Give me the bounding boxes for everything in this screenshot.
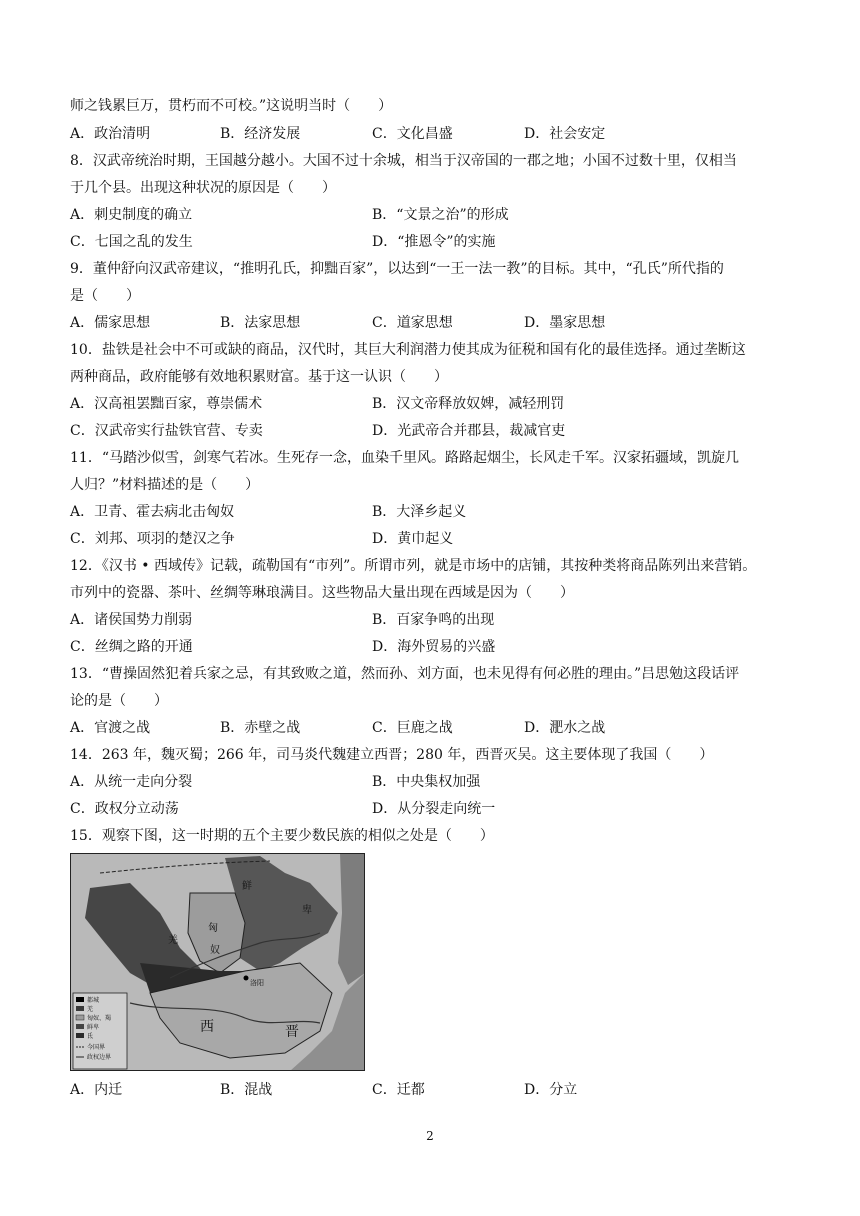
q10-stem-line-1: 10．盐铁是社会中不可或缺的商品，汉代时，其巨大利润潜力使其成为征税和国有化的最佳选择。通过垄断这 <box>70 342 746 358</box>
q13-option-b: B．赤壁之战 <box>220 720 301 736</box>
q8-stem-line-2: 于几个县。出现这种状况的原因是（ ） <box>70 180 336 196</box>
q12-stem-line-1: 12．《汉书 • 西域传》记载，疏勒国有“市列”。所谓市列，就是市场中的店铺，其按种类将商品陈列出来营销。 <box>70 558 757 574</box>
q8-option-c: C．七国之乱的发生 <box>70 234 193 250</box>
q7-option-d: D．社会安定 <box>524 126 606 142</box>
q9-option-d: D．墨家思想 <box>524 315 606 331</box>
q8-option-b: B．“文景之治”的形成 <box>372 207 509 223</box>
map-capital-marker <box>244 976 249 981</box>
q9-option-a: A．儒家思想 <box>70 315 151 331</box>
legend-swatch-xiongnu <box>76 1015 84 1020</box>
q12-option-c: C．丝绸之路的开通 <box>70 639 193 655</box>
q11-option-d: D．黄巾起义 <box>372 531 454 547</box>
q10-option-a: A．汉高祖罢黜百家，尊崇儒术 <box>70 396 263 412</box>
q9-option-c: C．道家思想 <box>372 315 453 331</box>
legend-item-qiang: 羌 <box>87 1006 94 1013</box>
q14-option-b: B．中央集权加强 <box>372 774 481 790</box>
q13-option-c: C．巨鹿之战 <box>372 720 453 736</box>
q14-option-a: A．从统一走向分裂 <box>70 774 193 790</box>
map-label-xiong: 匈 <box>208 923 218 934</box>
legend-item-national-border: 今国界 <box>87 1044 106 1051</box>
q9-stem-line-1: 9．董仲舒向汉武帝建议，“推明孔氏，抑黜百家”，以达到“一王一法一教”的目标。其中，“孔氏”所代指的 <box>70 261 724 277</box>
legend-item-xianbei: 鲜卑 <box>87 1024 100 1031</box>
q9-option-b: B．法家思想 <box>220 315 301 331</box>
q14-stem-line: 14．263 年，魏灭蜀；266 年，司马炎代魏建立西晋；280 年，西晋灭吴。这主要体现了我国（ ） <box>70 747 714 763</box>
q11-stem-line-1: 11．“马踏沙似雪，剑寒气若冰。生死存一念，血染千里风。路路起烟尘，长风走千军。汉家拓疆域，凯旋几 <box>70 450 739 466</box>
q11-stem-line-2: 人归？”材料描述的是（ ） <box>70 477 260 493</box>
q10-stem-line-2: 两种商品，政府能够有效地积累财富。基于这一认识（ ） <box>70 369 448 385</box>
map-label-qiang: 羌 <box>168 935 178 946</box>
q10-option-b: B．汉文帝释放奴婢，减轻刑罚 <box>372 396 565 412</box>
q7-stem-line: 师之钱累巨万，贯朽而不可校。”这说明当时（ ） <box>70 98 393 114</box>
q14-option-d: D．从分裂走向统一 <box>372 801 496 817</box>
historical-map-figure <box>70 853 365 1071</box>
map-label-xian: 鲜 <box>242 881 252 892</box>
q10-option-c: C．汉武帝实行盐铁官营、专卖 <box>70 423 263 439</box>
q11-option-a: A．卫青、霍去病北击匈奴 <box>70 504 235 520</box>
q12-option-d: D．海外贸易的兴盛 <box>372 639 496 655</box>
legend-item-xiongnu: 匈奴、羯 <box>87 1015 112 1022</box>
q9-stem-line-2: 是（ ） <box>70 288 140 304</box>
map-east-region <box>338 853 365 985</box>
q11-option-b: B．大泽乡起义 <box>372 504 467 520</box>
legend-swatch-di <box>76 1033 84 1038</box>
q15-stem-line: 15．观察下图，这一时期的五个主要少数民族的相似之处是（ ） <box>70 828 494 844</box>
page-number: 2 <box>426 1129 434 1143</box>
q7-option-a: A．政治清明 <box>70 126 151 142</box>
q12-option-a: A．诸侯国势力削弱 <box>70 612 193 628</box>
map-label-nu: 奴 <box>210 945 220 956</box>
legend-item-capital: 都城 <box>87 997 100 1004</box>
q11-option-c: C．刘邦、项羽的楚汉之争 <box>70 531 235 547</box>
map-label-xi: 西 <box>200 1019 214 1035</box>
legend-item-di: 氐 <box>87 1033 94 1040</box>
legend-item-regime-border: 政权边界 <box>87 1054 112 1061</box>
q15-option-b: B．混战 <box>220 1082 273 1098</box>
q8-option-a: A．刺史制度的确立 <box>70 207 193 223</box>
q7-option-c: C．文化昌盛 <box>372 126 453 142</box>
legend-swatch-qiang <box>76 1006 84 1011</box>
q15-option-a: A．内迁 <box>70 1082 123 1098</box>
legend-swatch-xianbei <box>76 1024 84 1029</box>
map-label-jin: 晋 <box>285 1024 299 1040</box>
q12-stem-line-2: 市列中的瓷器、茶叶、丝绸等琳琅满目。这些物品大量出现在西域是因为（ ） <box>70 585 574 601</box>
map-label-bei: 卑 <box>302 905 312 916</box>
q13-option-d: D．淝水之战 <box>524 720 606 736</box>
q10-option-d: D．光武帝合并郡县，裁减官吏 <box>372 423 566 439</box>
q12-option-b: B．百家争鸣的出现 <box>372 612 495 628</box>
map-label-luoyang: 洛阳 <box>250 979 264 987</box>
q15-option-c: C．迁都 <box>372 1082 425 1098</box>
q13-option-a: A．官渡之战 <box>70 720 151 736</box>
q14-option-c: C．政权分立动荡 <box>70 801 179 817</box>
q8-stem-line-1: 8．汉武帝统治时期，王国越分越小。大国不过十余城，相当于汉帝国的一郡之地；小国不过数十里，仅相当 <box>70 153 737 169</box>
q15-option-d: D．分立 <box>524 1082 578 1098</box>
legend-swatch-capital <box>76 997 84 1002</box>
q13-stem-line-1: 13．“曹操固然犯着兵家之忌，有其致败之道，然而孙、刘方面，也未见得有何必胜的理由。”吕思勉这段话评 <box>70 666 740 682</box>
q13-stem-line-2: 论的是（ ） <box>70 693 168 709</box>
q8-option-d: D．“推恩令”的实施 <box>372 234 496 250</box>
q7-option-b: B．经济发展 <box>220 126 301 142</box>
